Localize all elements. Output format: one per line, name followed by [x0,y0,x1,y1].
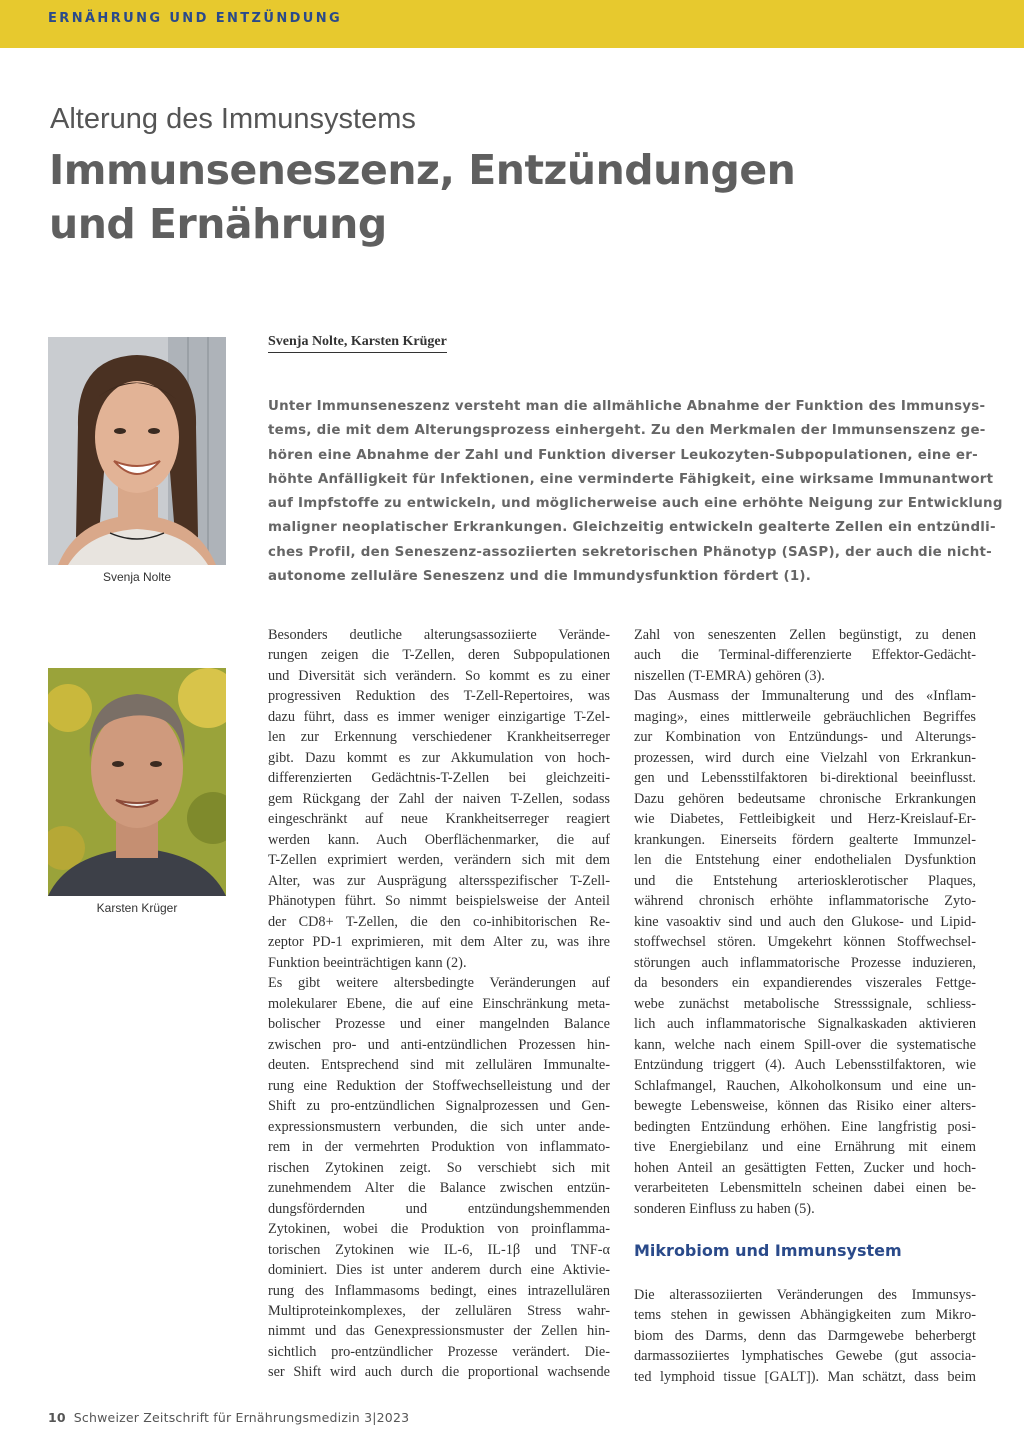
text-line: ches Profil, den Seneszenz-assoziierten sekretorischen Phänotyp (SASP), der auch die nicht- [268,544,992,560]
text-line: tems stehen in gewissen Abhängigkeiten zum Mikro- [634,1307,976,1324]
text-line: Unter Immunseneszenz versteht man die allmähliche Abnahme der Funktion des Immunsys- [268,399,986,414]
text-line: Zahl von seneszenten Zellen begünstigt, zu denen [634,627,976,643]
text-line: biom des Darms, denn das Darmgewebe beherbergt [634,1327,976,1344]
text-line: dominiert. Dies ist unter anderem durch eine Aktivie- [268,1262,610,1279]
text-line: bolischer Prozesse und einer mangelnden Balance [268,1016,610,1033]
text-line: und die Entstehung arteriosklerotischer Plaques, [634,872,976,889]
text-line: deuten. Entsprechend sind mit zellulären Immunalte- [268,1057,610,1074]
photo-caption: Svenja Nolte [102,570,172,584]
text-line: ted lymphoid tissue [GALT]). Man schätzt, dass beim [634,1368,976,1385]
text-line: webe zunächst metabolische Stresssignale, schliess- [634,995,976,1012]
section-subheading: Mikrobiom und Immunsystem [634,1241,902,1260]
article-title [49,143,829,251]
text-line: Phänotypen führt. So nimmt beispielsweise der Anteil [268,893,610,910]
text-line: Die alterassoziierten Veränderungen des Immunsys- [634,1287,976,1303]
article-abstract [268,395,1003,589]
text-line: werden kann. Auch Oberflächenmarker, die auf [268,831,610,848]
text-line: höhte Anfälligkeit für Infektionen, eine verminderte Fähigkeit, eine wirksame Immunantwort [268,471,994,487]
section-header-bar [0,0,1024,48]
text-line: dungsfördernden und entzündungshemmenden [268,1200,610,1217]
text-line: differenzierten Gedächtnis-T-Zellen bei gleichzeiti- [268,770,610,787]
text-line: Zytokinen, wobei die Produktion von proinflamma- [268,1221,610,1238]
text-line: Alter, was zur Ausprägung altersspezifischer T-Zell- [268,872,610,889]
text-line: während chronisch erhöhte inflammatorische Zyto- [634,893,976,910]
text-line: Shift zu pro-entzündlichen Signalprozessen und Gen- [268,1098,610,1115]
text-line: autonome zelluläre Seneszenz und die Immundysfunktion fördert (1). [268,569,812,585]
text-line: torischen Zytokinen wie IL-6, IL-1β und TNF-α [268,1241,610,1258]
body-column-2 [634,625,976,1219]
text-line: zur Kombination von Entzündungs- und Alterungs- [634,729,976,746]
text-line: Besonders deutliche alterungsassoziierte Verände- [268,627,610,643]
text-line: wie Diabetes, Fettleibigkeit und Herz-Kreislauf-Er- [634,811,976,828]
text-line: hören eine Abnahme der Zahl und Funktion diverser Leukozyten-Subpopulationen, eine er- [268,447,978,463]
text-line: lich auch inflammatorische Signalkaskaden aktivieren [634,1016,976,1033]
author-photo-nolte [48,337,226,565]
text-line: darmassoziiertes lymphatisches Gewebe (gut associa- [634,1348,976,1365]
text-line: tems, die mit dem Alterungsprozess einhergeht. Zu den Merkmalen der Immunsenszenz ge- [268,423,986,439]
text-line: Funktion beeinträchtigen kann (2). [268,954,467,971]
text-line: krankungen. Einerseits fördern gealterte Immunzel- [634,831,976,848]
text-line: bedingten Entzündung erhöhen. Eine langfristig posi- [634,1118,976,1135]
text-line: expressionsmustern verbunden, die sich unter ande- [268,1118,610,1135]
text-line: maging», eines mittlerweile gebräuchlichen Begriffes [634,708,976,725]
text-line: verarbeiteten Lebensmitteln scheinen dabei einen be- [634,1180,976,1197]
text-line: rung eine Reduktion der Stoffwechselleistung und der [268,1077,610,1094]
text-line: progressiven Reduktion des T-Zell-Repertoires, was [268,688,610,705]
page-number: 10 [48,1410,66,1425]
journal-name: Schweizer Zeitschrift für Ernährungsmedizin 3|2023 [73,1410,410,1425]
text-line: prozessen, wird durch eine Vielzahl von Erkrankun- [634,749,976,766]
text-line: auch die Terminal-differenzierte Effektor-Gedächt- [634,647,976,664]
text-line: und Diversität sich verändern. So kommt es zu einer [268,667,610,684]
text-line: hohen Anteil an gesättigten Fetten, Zucker und hoch- [634,1159,976,1176]
text-line: stoffwechsel stören. Umgekehrt können Stoffwechsel- [634,934,976,951]
text-line: sichtlich pro-entzündlicher Prozesse verändert. Die- [268,1343,610,1360]
text-line: Das Ausmass der Immunalterung und des «Inflam- [634,688,976,705]
text-line: Entzündung triggert (4). Auch Lebensstilfaktoren, wie [634,1057,976,1074]
text-line: Multiproteinkomplexes, der zellulären Stress wahr- [268,1302,610,1319]
body-column-3 [634,1285,976,1387]
article-authors: Svenja Nolte, Karsten Krüger [268,334,447,353]
text-line: sonderen Einfluss zu haben (5). [634,1200,815,1217]
text-line: kann, welche nach einem Spill-over die systematische [634,1036,976,1053]
page-footer [48,1410,409,1425]
section-label: ERNÄHRUNG UND ENTZÜNDUNG [48,11,343,26]
text-line: len die Entstehung einer endothelialen Dysfunktion [634,852,976,869]
text-line: störungen auch inflammatorische Prozesse induzieren, [634,954,976,971]
text-line: zeptor PD-1 exprimieren, mit dem Alter zu, was ihre [268,934,610,951]
text-line: bewegte Lebensweise, können das Risiko einer alters- [634,1098,976,1115]
text-line: Schlafmangel, Rauchen, Alkoholkonsum und eine un- [634,1077,976,1094]
text-line: rischen Zytokinen zeigt. So verschiebt sich mit [268,1159,610,1176]
text-line: rem in der vermehrten Produktion von inflammato- [268,1139,610,1156]
text-line: Dazu gehören bedeutsame chronische Erkrankungen [634,790,976,807]
text-line: niszellen (T-EMRA) gehören (3). [634,667,825,684]
photo-caption: Karsten Krüger [96,901,178,915]
article-title-line: und Ernährung [49,200,387,248]
text-line: auf Impfstoffe zu entwickeln, und möglicherweise auch eine erhöhte Neigung zur Entwicklung [268,496,1003,512]
text-line: rungen zeigen die T-Zellen, deren Subpopulationen [268,647,610,664]
text-line: zwischen pro- und anti-entzündlichen Prozessen hin- [268,1036,610,1053]
text-line: len zur Erkennung verschiedener Krankheitserreger [268,729,610,746]
article-kicker: Alterung des Immunsystems [50,103,416,135]
article-title-line: Immunseneszenz, Entzündungen [49,146,796,194]
text-line: T-Zellen exprimiert werden, verändern sich mit dem [268,852,610,869]
text-line: dazu führt, dass es immer weniger einzigartige T-Zel- [268,708,610,725]
text-line: Es gibt weitere altersbedingte Veränderungen auf [268,975,610,992]
text-line: gibt. Dazu kommt es zur Akkumulation von hoch- [268,749,610,766]
text-line: gen und Lebensstilfaktoren bi-direktional beeinflusst. [634,770,976,787]
text-line: eingeschränkt auf neue Krankheitserreger reagiert [268,811,610,828]
text-line: nimmt und das Genexpressionsmuster der Zellen hin- [268,1323,610,1340]
text-line: ser Shift wird auch durch die proportional wachsende [268,1364,610,1381]
text-line: da besonders ein expandierendes viszerales Fettge- [634,975,976,992]
author-photo-krueger [48,668,226,896]
body-column-1 [268,625,610,1383]
text-line: tive Energiebilanz und eine Ernährung mit einem [634,1139,976,1156]
text-line: gem Rückgang der Zahl der naiven T-Zellen, sodass [268,790,610,807]
text-line: rung des Inflammasoms bedingt, eines intrazellulären [268,1282,610,1299]
text-line: maligner neoplatischer Erkrankungen. Gleichzeitig entwickeln gealterte Zellen ein entzündli- [268,520,996,536]
text-line: zunehmendem Alter die Balance zwischen entzün- [268,1180,610,1197]
text-line: der CD8+ T-Zellen, die den co-inhibitorischen Re- [268,913,610,930]
text-line: molekularer Ebene, die auf eine Einschränkung meta- [268,995,610,1012]
text-line: kine vasoaktiv sind und auch den Glukose- und Lipid- [634,913,976,930]
